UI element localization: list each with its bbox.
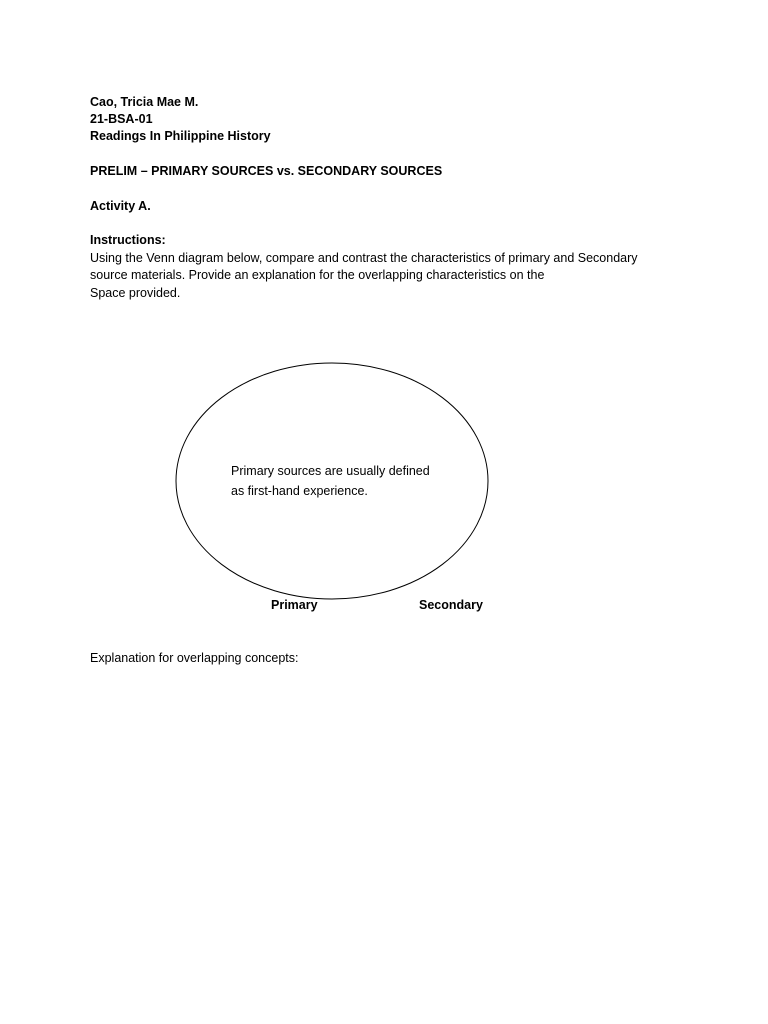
instructions-line-3: Space provided. [90, 286, 181, 300]
student-name: Cao, Tricia Mae M. [90, 95, 199, 109]
primary-description-line-1: Primary sources are usually defined [231, 464, 430, 478]
instructions-heading: Instructions: [90, 233, 166, 247]
instructions-line-1: Using the Venn diagram below, compare and contrast the characteristics of primary and Secondary [90, 251, 638, 265]
explanation-label: Explanation for overlapping concepts: [90, 651, 299, 665]
course-title: Readings In Philippine History [90, 129, 271, 143]
primary-label: Primary [271, 598, 318, 612]
activity-label: Activity A. [90, 199, 151, 213]
student-section: 21-BSA-01 [90, 112, 153, 126]
primary-description-line-2: as first-hand experience. [231, 484, 368, 498]
instructions-line-2: source materials. Provide an explanation for the overlapping characteristics on the [90, 268, 545, 282]
activity-title: PRELIM – PRIMARY SOURCES vs. SECONDARY SOURCES [90, 164, 443, 178]
secondary-label: Secondary [419, 598, 483, 612]
